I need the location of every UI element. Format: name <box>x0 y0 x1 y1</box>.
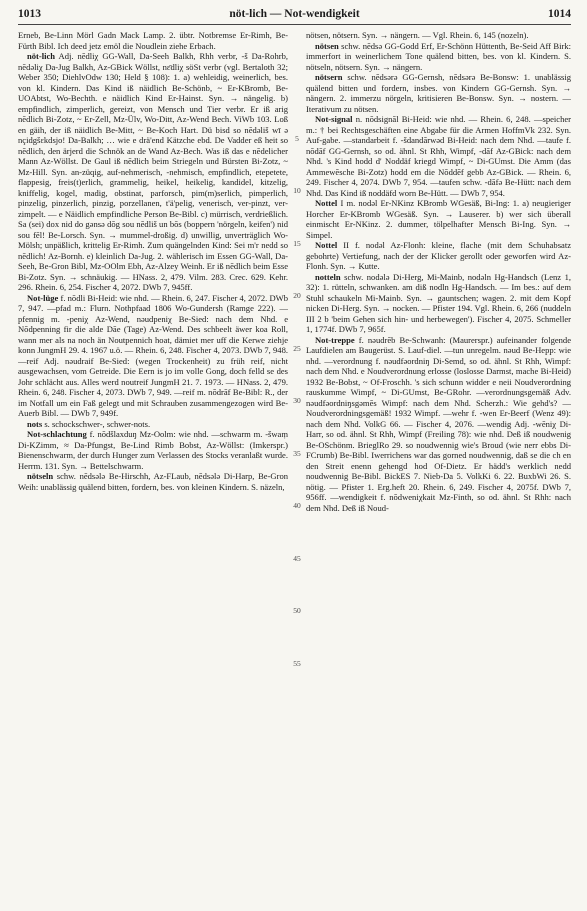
entry-headword: Not-signal <box>315 114 353 124</box>
entry-headword: nots <box>27 418 43 429</box>
line-number: 40 <box>293 501 301 510</box>
entry-body: Erneb, Be-Linn Mörl Gadn Mack Lamp. 2. übtr. Notbremse Er-Rimh, Be-Fürth Bibl. Ich deed jetz emöl die Noudlein ziehe Erbach. <box>18 30 288 51</box>
entry-noetsen <box>306 41 571 73</box>
entry-nottel-1 <box>306 198 571 240</box>
entry-body: schw. nodələ Di-Herg, Mi-Mainb, nodəln Hg-Handsch (Lenz 1, 32): 1. rütteln, schwanken. am diß nodln Hg-Handsch. — Im bes.: auf dem Stuhl schaukeln Mi-Mainb. Syn. → gauntschen; wagen. 2. mit dem Kopf nicken Di-Herg. Syn. → nocken. — Pfister 194. Vgl. Rhein. 6, 266 (nuddeln III 2 b 'beim Gehen sich hin- und herbewegen'). Fischer 4, 2075. Schmeller 1, 1774f. DWb 7, 965f. <box>306 271 571 334</box>
entry-headword: Not-lüge <box>27 292 59 303</box>
entry-continuation <box>18 30 288 51</box>
entry-headword: nötsen <box>315 40 339 51</box>
line-number: 45 <box>293 554 301 563</box>
entry-noetsern <box>306 72 571 114</box>
entry-body: f. nəudrēb Be-Schwanh: (Maurerspr.) aufeinander folgende Laufdielen am Baugerüst. S. Lauf-diel. —tun unregelm. nəud Be-Hepp: wie nhd. —verordnung f. nəudfəordniŋ Di-Semd, so od. ähnl. St Rhh, Wimpf: nach dem Nhd. e Noudverordnung erlosse (loslosse Darmst, mache Bi-Heid) 1932 Be-Bobst, ~ Of-Froschh. 's sich schunn widder e neii Noudverordning rauskumme Wimpf, ~ Di-GUmst, Be-GRohr. —verordnungsgemäß Adv. nəudfəordniŋsgəmēs Wimpf: nach dem Nhd. Scherzh.: Wie gehd's? — Noudverordningsgemäß! 1932 Wimpf. —wehr f. -wen Er-Beerf (Wenz 49): nach dem Nhd. VolkG 66. — Fischer 4, 2076. —wendig Adj. -wēniχ Di-Harr, so od. ähnl. St Rhh, Wimpf (Freiling 78): wie nhd. Deß iß noudwenig Be-OSchönm. BrieglRo 29. so noudwennig wie's Broud (wie nerr ebbs Di-FCrumb) Be-Bibl. Iwerrichens war das gorned noudwennig, daß se die ch en den Streit enenn gehengd hod Of-Dietz. Er hädd's werklich nedd noudwennig Be-Bibl. BickES 7. Nieb-Da 5. VolkKi 6. 22. BuxbWi 26. S. nötig. — Pfister 1. Erg.heft 20. Rhein. 6, 249. Fischer 4, 2075f. DWb 7, 956ff. —wendigkeit f. nōdweniχkait Mz-Finth, so od. ähnl. St Rhh: nach dem Nhd. Deß iß Noud- <box>306 334 571 513</box>
entry-not-schlachtung <box>18 429 288 471</box>
entry-headword: Nottel <box>315 240 338 250</box>
entry-body: Adj. nēdliχ GG-Wall, Da-Seeh Balkh, Rhh verbr, -š Da-Rohrb, nēdəliχ Da-Jug Balkh, Az-GBick Wöllst, nɛ̄dliχ söSt verbr (vgl. Bertaloth 32; Weber 350; DiehlvOdw 130; Held § 108): 1. a) wehleidig, weinerlich, bes. von kl. Kindern. Das Kind iß näidlich Be-Schönb, ~ Er-KBromb, Be-UOAbtst, Wo-Bechth. e näidlich Kind Er-Hainst. Syn. → nängelig. b) empfindlich, zimperlich, gereizt, von Mensch und Tier verbr. Er iß arig nēdlich Bi-Zotz, ~ Er-Zell, Mz-Ülv, Wo-Ditt, Az-Wend Bech. ViWb 103. Loß en gäih, der iß näidlich Be-Mitt, ~ Be-Koch Hart. Dü bisd so nēdəliš wī ə nçidgšɛkdsjo! Da-Balkh; … wie e drä'end Kätzche ebd. De Vadder eß heit so nēdlich, den ärjerd die Schnök an de Wand Az-Bech. Was iß das e nēdelicher Mann Az-Wöllst. De Gaul iß nēdlich beim Striegeln und Bürsten Bi-Zotz, ~ Mz-Hill. Syn. an-züqig, auf-nehmerisch, -nehmisch, empfindlich, etepetete, flappesig, freis(t)erlich, grammelig, heikel, heikelig, kandidel, kitzelig, kniffelig, kogel, madig, obstinat, parforsch, pim(m)serlich, pimperlich, pinzelig, pinzerlich, pinzig, porzellanen, t'ä'pelig, venerisch, ver-pinzt, ver-zimpelt. — e Näidlich empfindliche Person Be-Bibl. c) mürrisch, verdrießlich. Sa (sei) dox nid do gənsə dōg sou nēdliš un bōs (boppern 'nörgeln, keifen') nid sou fēl! Be-Lorsch. Syn. → mummel-droßig. d) unwillig, unverträglich Wo-Mölsh; unpäßlich, krittelig Er-Rimh. Zum quängelnden Kind: Sei m'r nedd so nēdlich! Az-Bornh. e) kleinlich Da-Jug. 2. wählerisch im Essen GG-Wall, Da-Seeh, Be-Gron Bibl, Mz-OOlm Ebh, Az-Alzey Weinh. Er iß nēdlich beim Esse Bi-Zotz. Syn. → schnäukig. — HNass. 2, 479. Vilm. 283. Crec. 629. Kehr. 296. Rhein. 6, 254. Fischer 4, 2072. DWb 7, 945ff. <box>18 51 288 292</box>
entry-nots <box>18 419 288 430</box>
entry-not-treppe <box>306 335 571 514</box>
line-number: 35 <box>293 449 301 458</box>
entry-not-luege <box>18 293 288 419</box>
entry-headword: Nottel <box>315 198 338 208</box>
entry-body: f. nōdli Bi-Heid: wie nhd. — Rhein. 6, 247. Fischer 4, 2072. DWb 7, 947. —pfad m.: Flurn. Nothpfaad 1806 Wo-Gundersh (Ramge 222). —pfennig m. -peniχ Az-Wend, nəudpeniχ Be-Sied: nach dem Nhd. e Nōdpenning fir die alde Dāe (Tage) Az-Wend. Des schbeelt äwer koa Roll, wann mer als na noch än Noutpennich hoat, dämiet mer uff die Kerwe ziehje konn JungmH 29. 4. 1967 u.ö. — Rhein. 6, 248. Fischer 4, 2073. DWb 7, 948. —reif Adj. nəudraif Be-Sied: (wegen Trockenheit) zu früh reif, nicht ausgewachsen, vom Getreide. Die Eern is jo im volle Gong, doch felld se des Johr schlächt aus. Alles werd noutreif JungmH 21. 7. 1973. — HNass. 2, 479. Rhein. 6, 248. Fischer 4, 2073. DWb 7, 949. —reif m. nōdrāf Be-Bibl: R., der im Notfall um ein Faß gelegt und mit Schrauben zusammengezogen wird Be-Auerb Bibl. — DWb 7, 949f. <box>18 292 288 418</box>
entry-body: s. schockschwer-, schwer-nots. <box>42 418 151 429</box>
entry-body: schw. nēdsələ Be-Hirschh, Az-FLaub, nēdsələ Di-Harp, Be-Gron Weih: unablässig quälend bitten, fordern, bes. von kleinen Kindern. S. näzeln, <box>18 471 288 492</box>
right-column <box>306 30 571 905</box>
entry-body: II f. nodəl Az-Flonh: kleine, flache (mit dem Schuhabsatz gebohrte) Vertiefung, nach der der Klicker gerollt oder geworfen wird Az-Flonh. Syn. → Kutte. <box>306 240 571 271</box>
entry-noetseln <box>18 471 288 492</box>
entry-body: schw. nēdsərə GG-Gernsh, nēdsərə Be-Bonsw: 1. unablässig quälend bitten und fordern, insbes. von Kindern GG-Gernsh. Syn. → nängern. 2. immerzu nörgeln, kritisieren Be-Bonsw. Syn. → nostern. — Iterativum zu nötsen. <box>306 72 571 114</box>
entry-body: schw. nēdsə GG-Godd Erf, Er-Schönn Hüttenth, Be-Seid Aff Birk: immerfort in weinerlichem Tone quälend bitten, bes. von kl. Kindern. S. nötseln, nötsern. Syn. → nängern. <box>306 40 571 72</box>
page-number-right: 1014 <box>548 8 571 20</box>
entry-headword: Not-schlachtung <box>27 429 87 439</box>
page-number-left: 1013 <box>18 8 41 20</box>
line-number-gutter <box>288 30 306 905</box>
entry-headword: notteln <box>315 271 341 282</box>
line-number: 5 <box>295 134 299 143</box>
entry-headword: nötsern <box>315 72 343 82</box>
entry-headword: Not-treppe <box>315 334 355 345</box>
line-number: 15 <box>293 239 301 248</box>
line-number: 55 <box>293 659 301 668</box>
entry-body: nötsen, nötsern. Syn. → nängern. — Vgl. Rhein. 6, 145 (nozeln). <box>306 30 529 40</box>
entry-continuation <box>306 30 571 41</box>
page-header <box>18 8 571 24</box>
line-number: 50 <box>293 606 301 615</box>
entry-nottel-2 <box>306 240 571 272</box>
line-number: 25 <box>293 344 301 353</box>
entry-not-signal <box>306 114 571 198</box>
line-number: 10 <box>293 186 301 195</box>
entry-noet-lich <box>18 51 288 293</box>
line-number: 30 <box>293 396 301 405</box>
entry-body: n. nōdsignāl Bi-Heid: wie nhd. — Rhein. 6, 248. —speicher m.: † bei Rechtsgeschäften eine Abgabe für die Armen HoffmVk 232. Syn. Auf-gabe. —standarbeit f. -šdandārwəd Bi-Heid: nach dem Nhd. —taufe f. nōdāf GG-Gernsh, so od. ähnl. St Rhh, Wimpf, -dāf Az-GBick: nach dem Nhd. 's Kind hodd d' Noddäf kriegd Wimpf, ~ Di-GUmst. Die Amm (das Ammewēsche Bi-Zotz) hodd em die Nōddēf gebb Az-GBick. — Rhein. 6, 249. Fischer 4, 2074. DWb 7, 954. —taufen schw. -dāfə Be-Hütt: nach dem Nhd. Das Kind iß noddäfd worn Be-Hütt. — DWb 7, 954. <box>306 114 571 198</box>
entry-headword: nöt-lich <box>27 51 56 61</box>
entry-body: I m. nodəl Er-NKinz KBromb WGesäß, Bi-Ing: 1. a) neugieriger Horcher Er-KBromb WGesäß. Syn. → Lauserer. b) wer sich überall einmischt Er-NKinz. 2. dummer, tölpelhafter Mensch Bi-Ing. Syn. → Simpel. <box>306 198 571 240</box>
header-rule <box>18 24 571 25</box>
line-number: 20 <box>293 291 301 300</box>
left-column <box>18 30 288 905</box>
entry-body: f. nōdšlaxduŋ Mz-Oolm: wie nhd. —schwarm m. -šwaṃ Di-KZimm, ≈ Da-Pfungst, Be-Lind Rimb Bobst, Az-Wöllst: (Imkerspr.) Bienenschwarm, der durch Hunger zum Verlassen des Stocks veranlaßt wurde. Herrm. 131. Syn. → Bettelschwarm. <box>18 429 288 471</box>
entry-notteln <box>306 272 571 335</box>
entry-headword: nötseln <box>27 471 54 481</box>
running-title: nöt-lich — Not-wendigkeit <box>229 8 360 20</box>
